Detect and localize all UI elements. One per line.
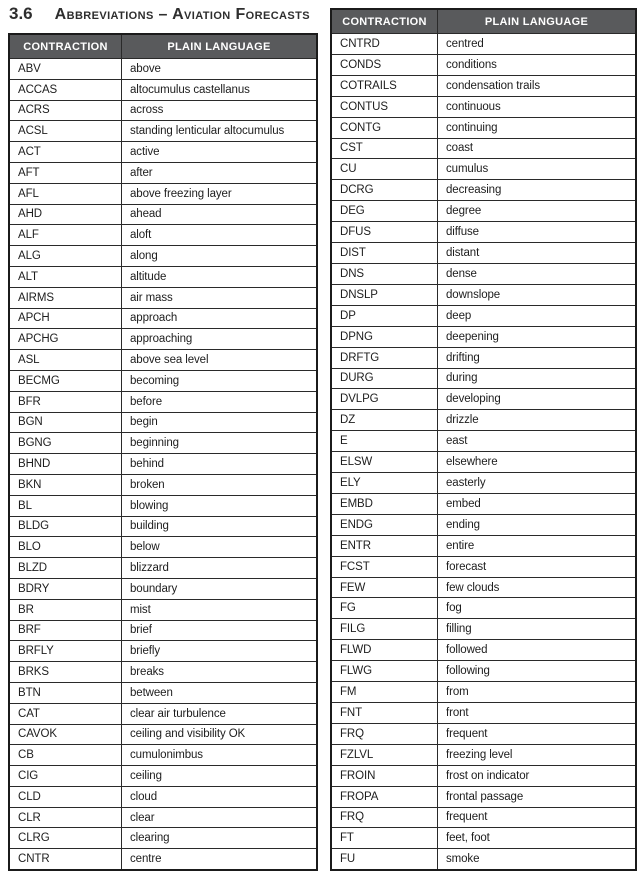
contraction-cell: BDRY bbox=[10, 579, 122, 599]
contraction-cell: AFT bbox=[10, 163, 122, 183]
plain-language-cell: cumulus bbox=[446, 163, 489, 176]
plain-language-cell: breaks bbox=[130, 666, 164, 678]
contraction-cell: ACRS bbox=[10, 101, 122, 121]
table-row bbox=[332, 577, 635, 598]
plain-language-cell: frequent bbox=[446, 811, 488, 824]
plain-language-cell: elsewhere bbox=[446, 456, 498, 469]
section-title-text: Abbreviations – Aviation Forecasts bbox=[54, 6, 310, 23]
contraction-cell: FROPA bbox=[332, 787, 438, 807]
contraction-cell: ELY bbox=[332, 473, 438, 493]
plain-language-cell: below bbox=[130, 541, 160, 554]
table-row bbox=[332, 179, 635, 200]
contraction-cell: CAVOK bbox=[10, 725, 122, 745]
contraction-cell: ALG bbox=[10, 246, 122, 266]
contraction-cell: E bbox=[332, 431, 438, 451]
plain-language-cell: clear air turbulence bbox=[130, 707, 226, 720]
table-row bbox=[10, 183, 316, 204]
contraction-cell: BTN bbox=[10, 683, 122, 703]
table-row bbox=[332, 514, 635, 535]
contraction-cell: ENTR bbox=[332, 536, 438, 556]
table-row bbox=[10, 120, 316, 141]
plain-language-cell: few clouds bbox=[446, 581, 500, 594]
plain-language-cell: between bbox=[130, 686, 173, 699]
table-row bbox=[332, 765, 635, 786]
plain-language-cell: above sea level bbox=[130, 354, 209, 367]
table-row bbox=[332, 368, 635, 389]
contraction-cell: FCST bbox=[332, 557, 438, 577]
plain-language-cell: condensation trails bbox=[446, 79, 540, 92]
contraction-cell: CONTUS bbox=[332, 97, 438, 117]
table-row bbox=[332, 723, 635, 744]
contraction-cell: BLO bbox=[10, 537, 122, 557]
table-row bbox=[332, 347, 635, 368]
table-row bbox=[332, 681, 635, 702]
contraction-cell: BGNG bbox=[10, 433, 122, 453]
plain-language-cell: briefly bbox=[130, 645, 160, 658]
plain-language-cell: altocumulus castellanus bbox=[130, 83, 250, 96]
contraction-cell: FM bbox=[332, 682, 438, 702]
plain-language-cell: deepening bbox=[446, 330, 499, 343]
abbreviation-table-right bbox=[330, 8, 637, 871]
contraction-cell: ENDG bbox=[332, 515, 438, 535]
table-row bbox=[332, 848, 635, 869]
plain-language-cell: during bbox=[446, 372, 478, 385]
plain-language-cell: becoming bbox=[130, 374, 180, 387]
plain-language-cell: from bbox=[446, 686, 469, 699]
contraction-cell: FLWG bbox=[332, 661, 438, 681]
plain-language-cell: air mass bbox=[130, 291, 173, 304]
table-row bbox=[10, 308, 316, 329]
contraction-cell: FROIN bbox=[332, 766, 438, 786]
table-row bbox=[332, 138, 635, 159]
abbreviation-table-left bbox=[8, 33, 318, 871]
table-row bbox=[10, 474, 316, 495]
plain-language-cell: diffuse bbox=[446, 226, 479, 239]
plain-language-cell: blowing bbox=[130, 499, 169, 512]
contraction-cell: FNT bbox=[332, 703, 438, 723]
contraction-cell: BRFLY bbox=[10, 641, 122, 661]
plain-language-cell: broken bbox=[130, 478, 165, 491]
plain-language-cell: above freezing layer bbox=[130, 187, 232, 200]
table-row bbox=[10, 266, 316, 287]
contraction-cell: FRQ bbox=[332, 808, 438, 828]
contraction-cell: CIG bbox=[10, 766, 122, 786]
plain-language-cell: entire bbox=[446, 539, 475, 552]
contraction-cell: DNS bbox=[332, 264, 438, 284]
table-row bbox=[10, 58, 316, 79]
table-row bbox=[332, 618, 635, 639]
contraction-cell: ACSL bbox=[10, 121, 122, 141]
plain-language-cell: ahead bbox=[130, 208, 162, 221]
plain-language-cell: after bbox=[130, 166, 153, 179]
table-row bbox=[10, 287, 316, 308]
contraction-cell: DVLPG bbox=[332, 389, 438, 409]
contraction-cell: BECMG bbox=[10, 371, 122, 391]
contraction-cell: APCHG bbox=[10, 329, 122, 349]
table-header-row bbox=[10, 35, 316, 58]
plain-language-cell: embed bbox=[446, 497, 481, 510]
table-row bbox=[332, 493, 635, 514]
table-body bbox=[10, 58, 316, 869]
table-row bbox=[332, 33, 635, 54]
contraction-cell: BRF bbox=[10, 621, 122, 641]
contraction-cell: EMBD bbox=[332, 494, 438, 514]
contraction-cell: CLD bbox=[10, 787, 122, 807]
table-row bbox=[10, 162, 316, 183]
table-row bbox=[10, 765, 316, 786]
plain-language-cell: frequent bbox=[446, 727, 488, 740]
plain-language-cell: easterly bbox=[446, 476, 486, 489]
table-row bbox=[10, 204, 316, 225]
plain-language-cell: decreasing bbox=[446, 184, 502, 197]
plain-language-cell: deep bbox=[446, 309, 472, 322]
table-row bbox=[10, 79, 316, 100]
plain-language-cell: approaching bbox=[130, 333, 193, 346]
table-row bbox=[332, 54, 635, 75]
plain-language-cell: ending bbox=[446, 518, 480, 531]
plain-language-cell: downslope bbox=[446, 288, 501, 301]
table-row bbox=[332, 409, 635, 430]
plain-language-cell: dense bbox=[446, 267, 477, 280]
contraction-cell: AHD bbox=[10, 205, 122, 225]
plain-language-cell: developing bbox=[446, 393, 501, 406]
plain-language-cell: boundary bbox=[130, 582, 178, 595]
table-row bbox=[10, 578, 316, 599]
contraction-cell: CNTRD bbox=[332, 34, 438, 54]
contraction-cell: BRKS bbox=[10, 662, 122, 682]
section-title bbox=[9, 4, 310, 24]
contraction-cell: BLDG bbox=[10, 517, 122, 537]
table-row bbox=[10, 328, 316, 349]
plain-language-cell: drifting bbox=[446, 351, 480, 364]
contraction-cell: AFL bbox=[10, 184, 122, 204]
table-row bbox=[10, 495, 316, 516]
contraction-cell: FZLVL bbox=[332, 745, 438, 765]
contraction-column-header: CONTRACTION bbox=[332, 10, 438, 33]
contraction-cell: FU bbox=[332, 849, 438, 869]
contraction-cell: ELSW bbox=[332, 452, 438, 472]
table-row bbox=[332, 744, 635, 765]
contraction-cell: DIST bbox=[332, 243, 438, 263]
plain-language-cell: conditions bbox=[446, 58, 497, 71]
plain-language-cell: cloud bbox=[130, 790, 157, 803]
plain-language-cell: behind bbox=[130, 458, 164, 471]
table-row bbox=[10, 349, 316, 370]
plain-language-cell: following bbox=[446, 665, 490, 678]
table-body bbox=[332, 33, 635, 869]
table-row bbox=[10, 724, 316, 745]
table-row bbox=[332, 158, 635, 179]
contraction-cell: CU bbox=[332, 159, 438, 179]
contraction-cell: BFR bbox=[10, 392, 122, 412]
plain-language-cell: smoke bbox=[446, 853, 480, 866]
table-row bbox=[10, 245, 316, 266]
plain-language-cell: drizzle bbox=[446, 414, 479, 427]
plain-language-cell: above bbox=[130, 62, 161, 75]
contraction-cell: DURG bbox=[332, 369, 438, 389]
plain-language-cell: beginning bbox=[130, 437, 179, 450]
table-row bbox=[10, 536, 316, 557]
contraction-cell: DP bbox=[332, 306, 438, 326]
table-row bbox=[10, 703, 316, 724]
plain-language-cell: front bbox=[446, 706, 469, 719]
plain-language-cell: continuous bbox=[446, 100, 501, 113]
table-row bbox=[10, 391, 316, 412]
contraction-cell: ACT bbox=[10, 142, 122, 162]
plain-language-cell: building bbox=[130, 520, 169, 533]
contraction-cell: FG bbox=[332, 598, 438, 618]
table-row bbox=[10, 599, 316, 620]
contraction-cell: FT bbox=[332, 828, 438, 848]
table-row bbox=[10, 516, 316, 537]
plain-language-cell: fog bbox=[446, 602, 462, 615]
table-row bbox=[10, 640, 316, 661]
table-row bbox=[10, 432, 316, 453]
contraction-cell: ABV bbox=[10, 59, 122, 79]
contraction-cell: FEW bbox=[332, 578, 438, 598]
table-row bbox=[10, 370, 316, 391]
contraction-cell: BGN bbox=[10, 413, 122, 433]
section-number: 3.6 bbox=[9, 4, 33, 23]
contraction-cell: CB bbox=[10, 745, 122, 765]
contraction-cell: DPNG bbox=[332, 327, 438, 347]
table-row bbox=[332, 117, 635, 138]
plain-language-cell: forecast bbox=[446, 560, 487, 573]
contraction-cell: DZ bbox=[332, 410, 438, 430]
table-row bbox=[332, 807, 635, 828]
plain-language-cell: across bbox=[130, 104, 164, 117]
plain-language-cell: aloft bbox=[130, 229, 152, 242]
table-row bbox=[332, 388, 635, 409]
contraction-cell: BHND bbox=[10, 454, 122, 474]
plain-language-cell: active bbox=[130, 146, 160, 159]
contraction-cell: CLR bbox=[10, 808, 122, 828]
plain-language-cell: begin bbox=[130, 416, 158, 429]
plain-language-column-header: PLAIN LANGUAGE bbox=[484, 15, 589, 28]
plain-language-cell: degree bbox=[446, 205, 482, 218]
plain-language-cell: brief bbox=[130, 624, 152, 637]
plain-language-cell: altitude bbox=[130, 270, 167, 283]
table-row bbox=[332, 221, 635, 242]
plain-language-cell: mist bbox=[130, 603, 151, 616]
contraction-cell: FILG bbox=[332, 619, 438, 639]
table-row bbox=[10, 807, 316, 828]
plain-language-cell: before bbox=[130, 395, 163, 408]
contraction-cell: BKN bbox=[10, 475, 122, 495]
table-row bbox=[332, 305, 635, 326]
table-row bbox=[332, 430, 635, 451]
table-row bbox=[332, 639, 635, 660]
plain-language-cell: coast bbox=[446, 142, 473, 155]
plain-language-cell: approach bbox=[130, 312, 178, 325]
table-row bbox=[332, 263, 635, 284]
table-header-row bbox=[332, 10, 635, 33]
plain-language-cell: centre bbox=[130, 853, 162, 866]
table-row bbox=[10, 682, 316, 703]
contraction-cell: APCH bbox=[10, 309, 122, 329]
contraction-cell: ASL bbox=[10, 350, 122, 370]
contraction-cell: CNTR bbox=[10, 849, 122, 869]
plain-language-cell: followed bbox=[446, 644, 488, 657]
contraction-cell: ALT bbox=[10, 267, 122, 287]
plain-language-cell: filling bbox=[446, 623, 472, 636]
plain-language-cell: distant bbox=[446, 247, 480, 260]
table-row bbox=[332, 75, 635, 96]
contraction-cell: COTRAILS bbox=[332, 76, 438, 96]
plain-language-cell: clear bbox=[130, 811, 155, 824]
contraction-cell: FRQ bbox=[332, 724, 438, 744]
plain-language-cell: centred bbox=[446, 37, 484, 50]
plain-language-cell: frost on indicator bbox=[446, 769, 530, 782]
plain-language-cell: along bbox=[130, 250, 158, 263]
table-row bbox=[332, 660, 635, 681]
contraction-cell: BL bbox=[10, 496, 122, 516]
table-row bbox=[10, 620, 316, 641]
table-row bbox=[10, 827, 316, 848]
plain-language-cell: standing lenticular altocumulus bbox=[130, 125, 285, 138]
plain-language-cell: ceiling and visibility OK bbox=[130, 728, 246, 741]
contraction-cell: BR bbox=[10, 600, 122, 620]
contraction-cell: ALF bbox=[10, 225, 122, 245]
plain-language-cell: continuing bbox=[446, 121, 498, 134]
table-row bbox=[332, 200, 635, 221]
table-row bbox=[332, 786, 635, 807]
contraction-cell: DEG bbox=[332, 201, 438, 221]
table-row bbox=[332, 451, 635, 472]
contraction-cell: FLWD bbox=[332, 640, 438, 660]
table-row bbox=[10, 224, 316, 245]
plain-language-cell: frontal passage bbox=[446, 790, 524, 803]
contraction-cell: DCRG bbox=[332, 180, 438, 200]
table-row bbox=[332, 535, 635, 556]
table-row bbox=[10, 412, 316, 433]
contraction-column-header: CONTRACTION bbox=[10, 35, 122, 58]
plain-language-cell: blizzard bbox=[130, 562, 169, 575]
table-row bbox=[332, 242, 635, 263]
table-row bbox=[332, 284, 635, 305]
table-row bbox=[332, 702, 635, 723]
plain-language-cell: feet, foot bbox=[446, 832, 490, 845]
contraction-cell: CAT bbox=[10, 704, 122, 724]
table-row bbox=[332, 556, 635, 577]
contraction-cell: CONTG bbox=[332, 118, 438, 138]
contraction-cell: DNSLP bbox=[332, 285, 438, 305]
table-row bbox=[10, 744, 316, 765]
table-row bbox=[332, 326, 635, 347]
plain-language-cell: east bbox=[446, 435, 468, 448]
contraction-cell: DFUS bbox=[332, 222, 438, 242]
table-row bbox=[10, 661, 316, 682]
contraction-cell: CST bbox=[332, 139, 438, 159]
plain-language-cell: freezing level bbox=[446, 748, 513, 761]
contraction-cell: DRFTG bbox=[332, 348, 438, 368]
table-row bbox=[10, 453, 316, 474]
table-row bbox=[10, 100, 316, 121]
plain-language-cell: ceiling bbox=[130, 769, 162, 782]
table-row bbox=[10, 786, 316, 807]
table-row bbox=[332, 96, 635, 117]
table-row bbox=[332, 472, 635, 493]
plain-language-column-header: PLAIN LANGUAGE bbox=[167, 40, 271, 53]
table-row bbox=[332, 597, 635, 618]
contraction-cell: ACCAS bbox=[10, 80, 122, 100]
contraction-cell: CONDS bbox=[332, 55, 438, 75]
table-row bbox=[10, 848, 316, 869]
contraction-cell: BLZD bbox=[10, 558, 122, 578]
contraction-cell: AIRMS bbox=[10, 288, 122, 308]
plain-language-cell: cumulonimbus bbox=[130, 749, 203, 762]
contraction-cell: CLRG bbox=[10, 828, 122, 848]
plain-language-cell: clearing bbox=[130, 832, 170, 845]
table-row bbox=[10, 557, 316, 578]
table-row bbox=[10, 141, 316, 162]
table-row bbox=[332, 827, 635, 848]
